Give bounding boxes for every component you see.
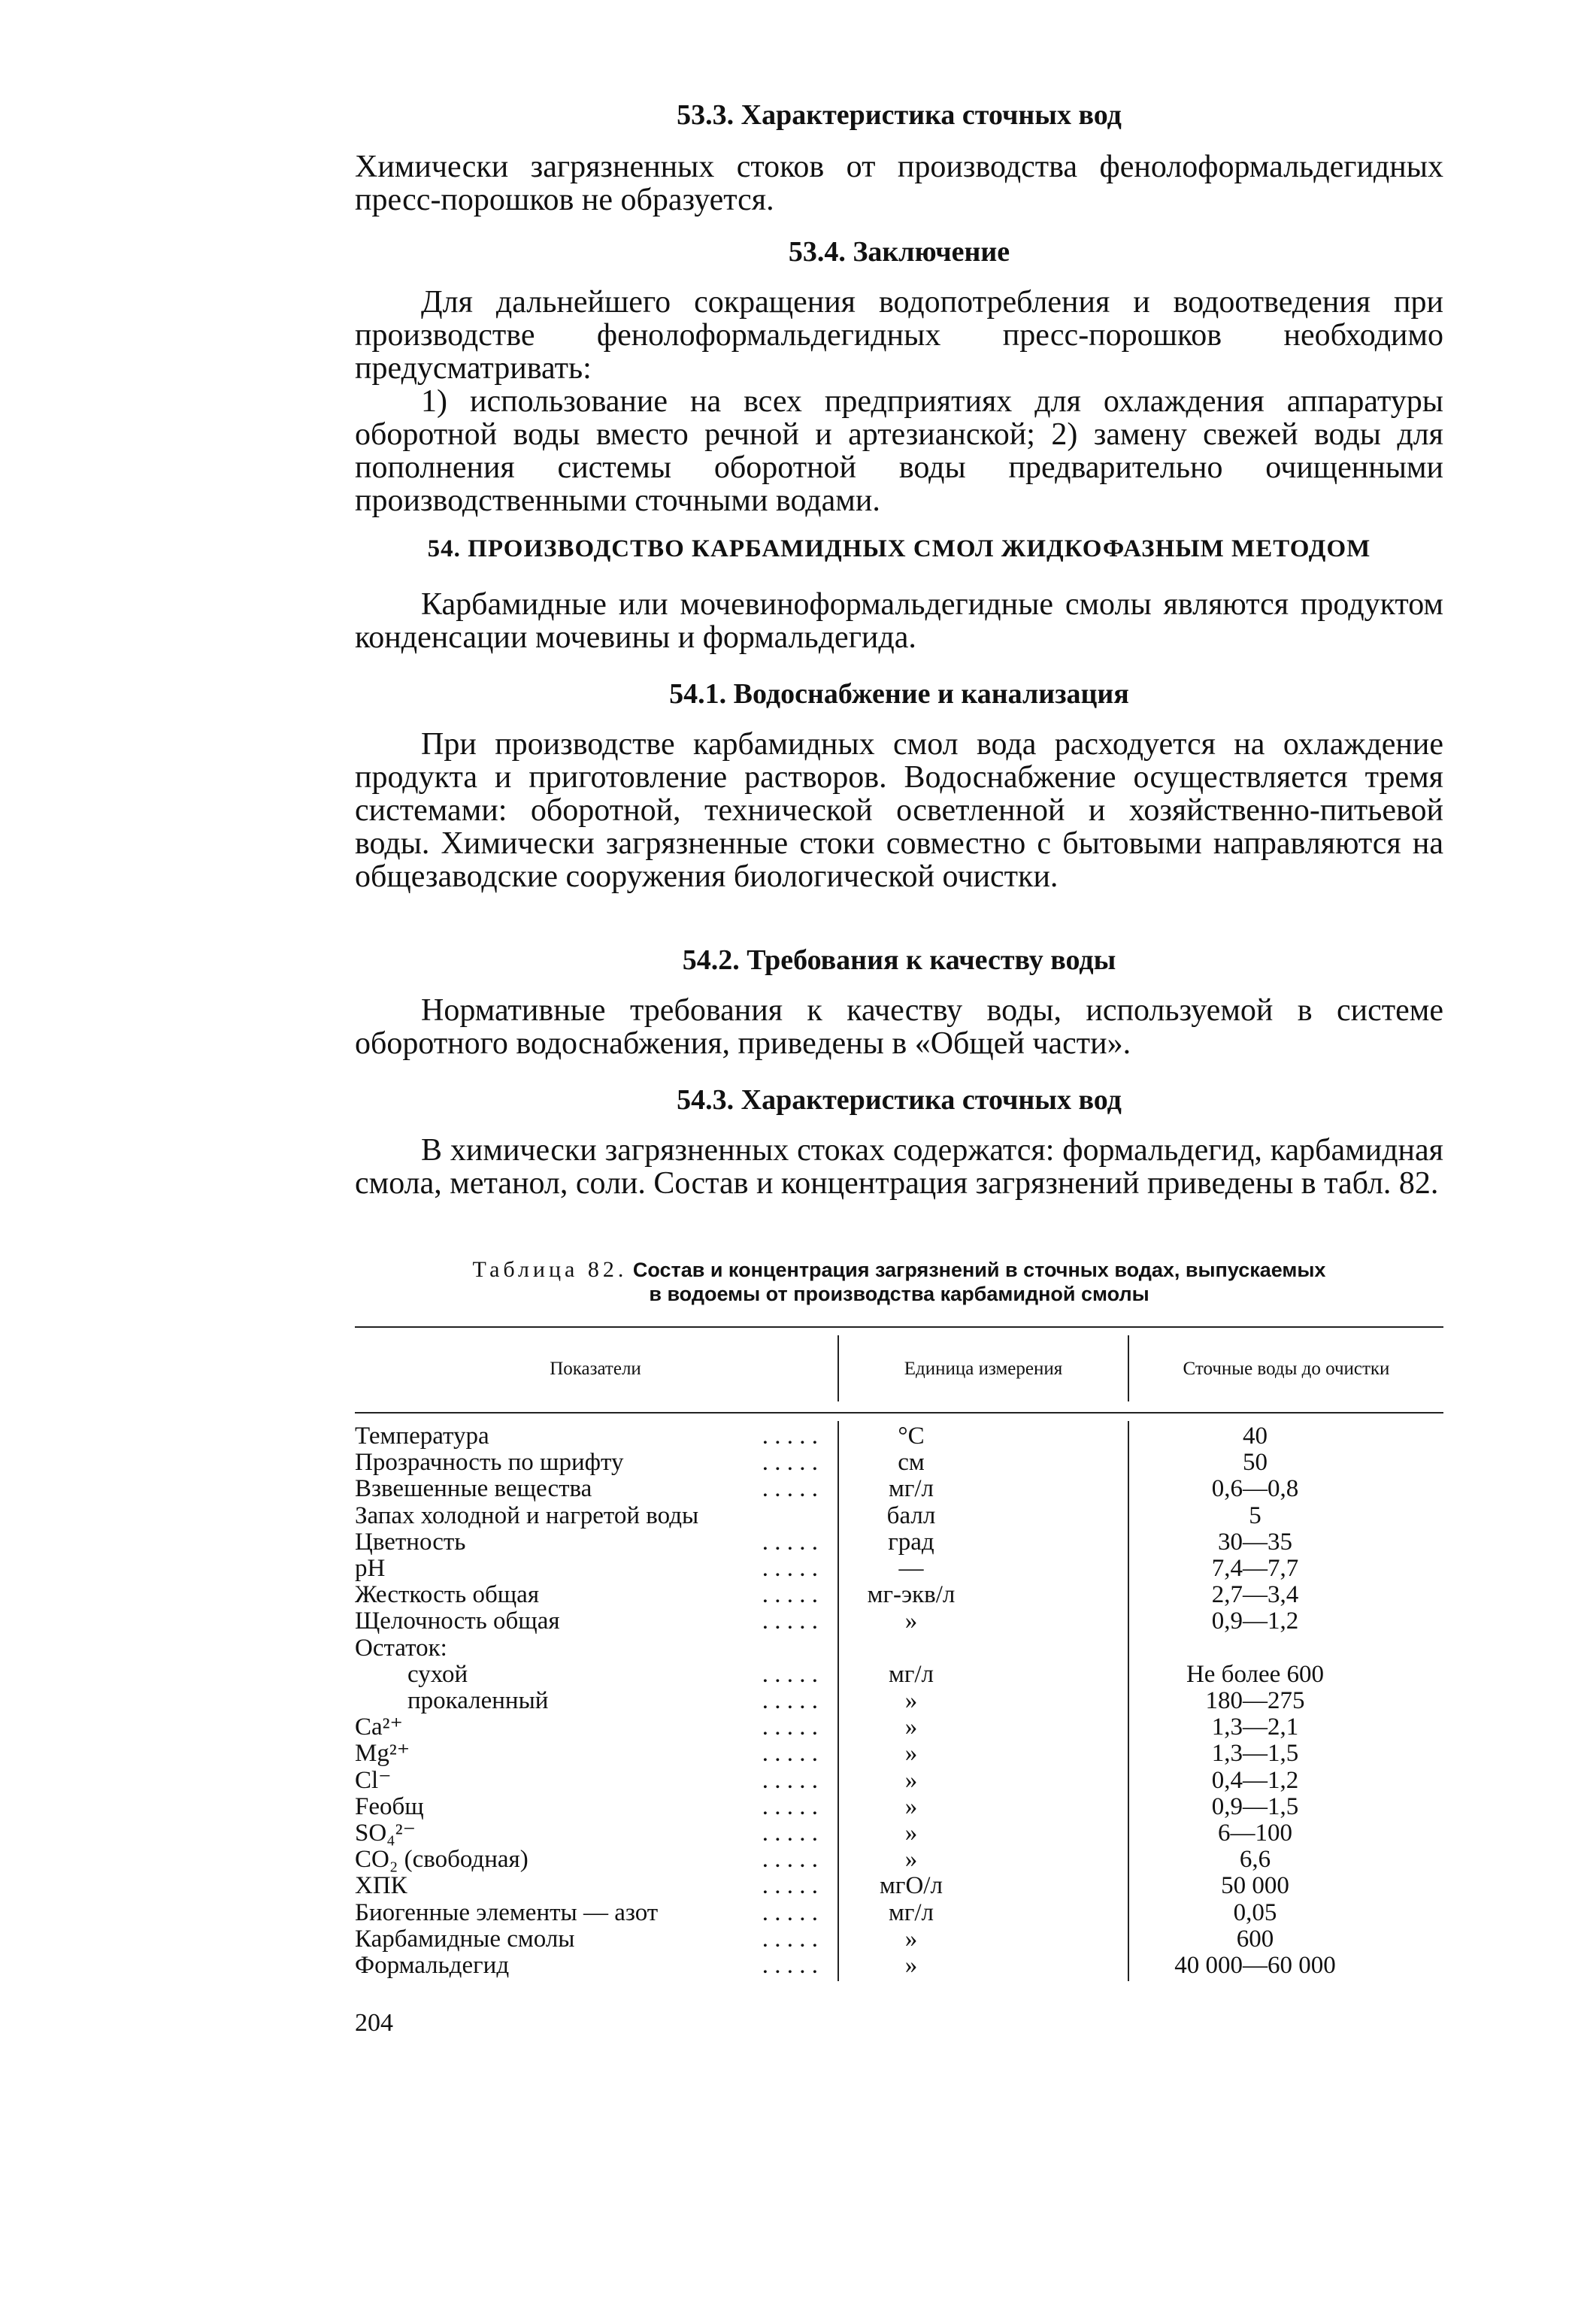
row-unit: мг/л (888, 1475, 934, 1502)
row-value: 1,3—2,1 (1211, 1713, 1299, 1741)
row-value: 0,9—1,5 (1211, 1793, 1299, 1820)
table-caption-line-2 (355, 1281, 1443, 1307)
row-unit: мг-экв/л (867, 1581, 956, 1608)
row-value: 6,6 (1239, 1846, 1271, 1873)
table-row (355, 1872, 1443, 1899)
row-indicator: Mg²⁺ (355, 1740, 410, 1767)
row-unit: град (888, 1529, 934, 1556)
paragraph-54-1: При производстве карбамидных смол вода расходуется на охлаждение продукта и приготовление растворов. Водоснабжение осуществляется тремя системами: оборотной, технической осветленной и хозяйственно-питьевой воды. Химически загрязненные стоки совместно с бытовыми направляются на общезаводские сооружения биологической очистки. (355, 727, 1443, 894)
table-row (355, 1740, 1443, 1767)
row-unit: » (904, 1793, 918, 1820)
row-value: 600 (1236, 1926, 1274, 1953)
heading-54-3: 54.3. Характеристика сточных вод (677, 1084, 1122, 1116)
row-indicator: ХПК (355, 1872, 407, 1899)
row-unit: » (904, 1607, 918, 1635)
row-indicator: Щелочность общая (355, 1607, 560, 1635)
row-indicator: Взвешенные вещества (355, 1475, 592, 1502)
leader-dots: . . . . . (762, 1607, 818, 1635)
leader-dots: . . . . . (762, 1793, 818, 1820)
row-indicator: Карбамидные смолы (355, 1926, 575, 1953)
row-value: 0,05 (1233, 1899, 1277, 1926)
table-row (355, 1952, 1443, 1979)
row-unit: мг/л (888, 1899, 934, 1926)
leader-dots: . . . . . (762, 1820, 818, 1847)
leader-dots: . . . . . (762, 1687, 818, 1714)
row-indicator: сухой (407, 1661, 468, 1688)
row-indicator: Запах холодной и нагретой воды (355, 1502, 699, 1529)
header-bottom-rule (355, 1412, 1443, 1413)
header-indicator: Показатели (550, 1359, 641, 1379)
row-indicator: pH (355, 1555, 386, 1582)
table-top-rule (355, 1326, 1443, 1328)
row-unit: мг/л (888, 1661, 934, 1688)
row-indicator: Feобщ (355, 1793, 424, 1820)
row-unit: » (904, 1740, 918, 1767)
row-value: 40 000—60 000 (1174, 1952, 1336, 1979)
leader-dots: . . . . . (762, 1475, 818, 1502)
paragraph-54-2: Нормативные требования к качеству воды, используемой в системе оборотного водоснабжения, приведены в «Общей части». (355, 993, 1443, 1061)
row-unit: » (904, 1713, 918, 1741)
row-indicator: прокаленный (407, 1687, 549, 1714)
leader-dots: . . . . . (762, 1767, 818, 1794)
leader-dots: . . . . . (762, 1952, 818, 1979)
row-value: 7,4—7,7 (1211, 1555, 1299, 1582)
paragraph-53-4-intro: Для дальнейшего сокращения водопотребления и водоотведения при производстве фенолоформальдегидных пресс-порошков необходимо предусматривать: (355, 285, 1443, 386)
table-title-1: Состав и концентрация загрязнений в сточных водах, выпускаемых (632, 1259, 1326, 1281)
row-value: 5 (1249, 1502, 1261, 1529)
heading-54: 54. ПРОИЗВОДСТВО КАРБАМИДНЫХ СМОЛ ЖИДКОФАЗНЫМ МЕТОДОМ (427, 535, 1371, 562)
table-row (355, 1502, 1443, 1529)
row-indicator: CO₂ (свободная) (355, 1846, 529, 1873)
leader-dots: . . . . . (762, 1899, 818, 1926)
row-unit: » (904, 1846, 918, 1873)
table-row (355, 1607, 1443, 1635)
table-row (355, 1581, 1443, 1608)
row-indicator: Биогенные элементы — азот (355, 1899, 659, 1926)
leader-dots: . . . . . (762, 1529, 818, 1556)
leader-dots: . . . . . (762, 1926, 818, 1953)
paragraph-53-3: Химически загрязненных стоков от производства фенолоформальдегидных пресс-порошков не образуется. (355, 150, 1443, 217)
paragraph-54: Карбамидные или мочевиноформальдегидные смолы являются продуктом конденсации мочевины и формальдегида. (355, 587, 1443, 655)
row-unit: °С (898, 1423, 925, 1450)
heading-53-4: 53.4. Заключение (788, 236, 1010, 268)
row-unit: — (898, 1555, 924, 1582)
row-indicator: Формальдегид (355, 1952, 510, 1979)
table-row (355, 1820, 1443, 1847)
row-indicator: SO₄²⁻ (355, 1820, 416, 1847)
row-value: 0,9—1,2 (1211, 1607, 1299, 1635)
row-value: 2,7—3,4 (1211, 1581, 1299, 1608)
table-row (355, 1687, 1443, 1714)
table-label: Таблица 82. (472, 1257, 628, 1282)
leader-dots: . . . . . (762, 1555, 818, 1582)
table-row (355, 1793, 1443, 1820)
leader-dots: . . . . . (762, 1581, 818, 1608)
table-row (355, 1449, 1443, 1476)
row-value: 50 000 (1221, 1872, 1289, 1899)
row-indicator: Жесткость общая (355, 1581, 540, 1608)
paragraph-54-3: В химически загрязненных стоках содержатся: формальдегид, карбамидная смола, метанол, соли. Состав и концентрация загрязнений приведены в табл. 82. (355, 1133, 1443, 1201)
row-value: 40 (1243, 1423, 1268, 1450)
row-unit: см (898, 1449, 925, 1476)
row-indicator: Прозрачность по шрифту (355, 1449, 624, 1476)
heading-54-1: 54.1. Водоснабжение и канализация (669, 678, 1129, 710)
row-indicator: Остаток: (355, 1635, 447, 1662)
leader-dots: . . . . . (762, 1713, 818, 1741)
table-row (355, 1926, 1443, 1953)
row-indicator: Ca²⁺ (355, 1713, 403, 1741)
header-value: Сточные воды до очистки (1183, 1359, 1390, 1379)
row-indicator: Температура (355, 1423, 489, 1450)
row-unit: » (904, 1926, 918, 1953)
row-unit: » (904, 1952, 918, 1979)
table-row (355, 1767, 1443, 1794)
table-row (355, 1529, 1443, 1556)
table-row (355, 1635, 1443, 1662)
row-indicator: Cl⁻ (355, 1767, 392, 1794)
table-row (355, 1555, 1443, 1582)
paragraph-53-4-list: 1) использование на всех предприятиях для охлаждения аппаратуры оборотной воды вместо речной и артезианской; 2) замену свежей воды для пополнения системы оборотной воды предварительно очищенными производственными сточными водами. (355, 384, 1443, 518)
row-value: 180—275 (1205, 1687, 1305, 1714)
header-unit: Единица измерения (904, 1359, 1063, 1379)
row-value: 6—100 (1218, 1820, 1292, 1847)
row-unit: » (904, 1767, 918, 1794)
heading-53-3: 53.3. Характеристика сточных вод (677, 99, 1122, 131)
row-value: 1,3—1,5 (1211, 1740, 1299, 1767)
table-row (355, 1846, 1443, 1873)
row-value: 50 (1243, 1449, 1268, 1476)
heading-54-2: 54.2. Требования к качеству воды (682, 944, 1116, 976)
table-row (355, 1661, 1443, 1688)
row-unit: » (904, 1820, 918, 1847)
row-unit: мгО/л (880, 1872, 943, 1899)
page-number: 204 (355, 2009, 393, 2037)
row-value: 0,4—1,2 (1211, 1767, 1299, 1794)
table-caption-line-1 (355, 1257, 1443, 1283)
row-unit: » (904, 1687, 918, 1714)
table-row (355, 1713, 1443, 1741)
row-unit: балл (886, 1502, 936, 1529)
row-value: 0,6—0,8 (1211, 1475, 1299, 1502)
leader-dots: . . . . . (762, 1449, 818, 1476)
leader-dots: . . . . . (762, 1872, 818, 1899)
row-value: Не более 600 (1186, 1661, 1325, 1688)
table-title-2: в водоемы от производства карбамидной смолы (649, 1283, 1149, 1305)
leader-dots: . . . . . (762, 1661, 818, 1688)
leader-dots: . . . . . (762, 1846, 818, 1873)
table-row (355, 1423, 1443, 1450)
table-row (355, 1899, 1443, 1926)
leader-dots: . . . . . (762, 1423, 818, 1450)
row-value: 30—35 (1218, 1529, 1292, 1556)
row-indicator: Цветность (355, 1529, 466, 1556)
table-row (355, 1475, 1443, 1502)
leader-dots: . . . . . (762, 1740, 818, 1767)
